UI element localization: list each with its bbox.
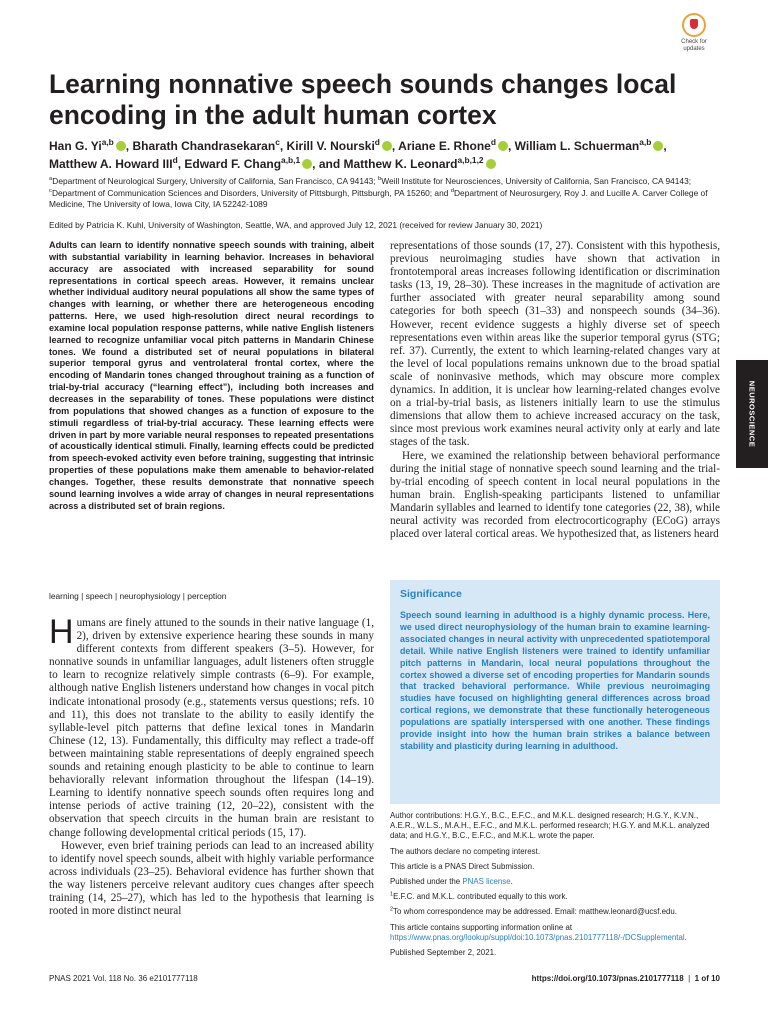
license-link[interactable]: PNAS license [462, 877, 511, 887]
intro-paragraph-4: Here, we examined the relationship between behavioral performance during the initial stage of nonnative speech sound learning and the trial-by-trial encoding of speech content in local neural populations in the human brain. English-speaking participants listened to unfamiliar Mandarin syllables and learned to identify tone categories (22, 38), while neural activity was recorded from electrocorticography (ECoG) arrays placed over lateral cortical areas. We hypothesized that, as listeners heard [390, 449, 720, 541]
correspondence-note: $^2$To whom correspondence may be addressed. Email: matthew.leonard@ucsf.edu. [390, 906, 677, 917]
author-name: Han G. Yi [49, 139, 102, 153]
author-name: and Matthew K. Leonard [318, 157, 458, 171]
orcid-icon[interactable] [302, 159, 312, 169]
introduction-right-column [390, 240, 720, 541]
page-number: 1 of 10 [694, 974, 720, 983]
footer-doi: https://doi.org/10.1073/pnas.2101777118 | 1 of 10 [531, 974, 720, 983]
intro-paragraph-1: Humans are finely attuned to the sounds in their native language (1, 2), driven by extensive experience hearing these sounds in many different contexts from different speakers (3–5). However, for nonnative sounds in unfamiliar languages, adult listeners often struggle to learn to recognize relatively simple contrasts (6–9). For example, although native English listeners understand how changes in vocal pitch indicate intonational prosody (e.g., statements versus questions; refs. 10 and 11), this does not translate to the ability to easily identify the syllable-level pitch patterns that define lexical tones in Mandarin Chinese (12, 13). Fundamentally, this difficulty may reflect a trade-off between maintaining stable representations of deeply engrained speech sounds and retaining enough plasticity to be able to continue to learn behaviorally relevant information throughout the lifespan (14–19). Learning to identify nonnative speech sounds often requires long and intense periods of active training (12, 20–22), consistent with the observation that speech circuits in the human brain are resistant to change following developmental critical periods (15, 17). [49, 613, 374, 839]
significance-heading: Significance [400, 588, 462, 600]
author-name: William L. Schuerman [514, 139, 640, 153]
keywords: learning | speech | neurophysiology | perception [49, 591, 227, 601]
orcid-icon[interactable] [382, 141, 392, 151]
doi-link[interactable]: https://doi.org/10.1073/pnas.2101777118 [531, 974, 684, 983]
author-name: Bharath Chandrasekaran [132, 139, 276, 153]
article-title: Learning nonnative speech sounds changes local encoding in the adult human cortex [49, 69, 677, 130]
orcid-icon[interactable] [116, 141, 126, 151]
intro-paragraph-3: representations of those sounds (17, 27). Consistent with this hypothesis, previous neuroimaging studies have shown that activation in frontotemporal areas increases following identification or discrimination tasks (13, 19, 28–30). These increases in the magnitude of activation are further associated with greater neural separability among sound categories for both speech (31–33) and nonspeech sounds (34–36). However, recent evidence suggests a highly diverse set of speech representations even within areas like the superior temporal gyrus (STG; ref. 37). Currently, the extent to which learning-related changes vary at the level of local populations remains unknown due to the broad spatial scale of noninvasive methods, which may obscure more complex dynamics. In addition, it is unclear how learning-related changes evolve on a trial-by-trial basis, as listeners initially learn to use the stimulus dimensions that allow them to achieve increased accuracy on the task, since most previous work examines neural activity only at early and late stages of the task. [390, 240, 720, 449]
affiliations: $^a$Department of Neurological Surgery, University of California, San Francisco, CA 94143; $^b$Weill Institute for Neurosciences, University of California, San Francisco, CA 94143; $^c$Department of Communication Sciences and Disorders, University of Pittsburgh, Pittsburgh, PA 15260; and $^d$Department of Neurosurgery, Roy J. and Lucille A. Carver College of Medicine, The University of Iowa, Iowa City, IA 52242-1089 [49, 176, 708, 209]
direct-submission: This article is a PNAS Direct Submission. [390, 861, 535, 871]
badge-line2: updates [683, 46, 705, 52]
intro-paragraph-2: However, even brief training periods can lead to an increased ability to identify novel speech sounds, albeit with highly variable performance across individuals (23–25). Behavioral evidence has further shown that the way listeners perceive relevant auditory cues changes after speech training (14, 25–27), which has led to the hypothesis that learning is rooted in more distinct neural [49, 839, 374, 918]
footer-citation: PNAS 2021 Vol. 118 No. 36 e2101777118 [49, 974, 198, 983]
author-name: Kirill V. Nourski [286, 139, 375, 153]
orcid-icon[interactable] [653, 141, 663, 151]
author-name: Matthew A. Howard III [49, 157, 173, 171]
abstract: Adults can learn to identify nonnative speech sounds with training, albeit with substantial variability in learning behavior. Increases in behavioral accuracy are associated with increased separability for sound representations in cortical speech areas. However, it remains unclear whether individual auditory neural populations all show the same types of changes with learning, or whether there are heterogeneous encoding patterns. Here, we used high-resolution direct neural recordings to examine local population response patterns, while native English listeners learned to recognize unfamiliar vocal pitch patterns in Mandarin Chinese tones. We found a distributed set of neural populations in bilateral superior temporal gyrus and ventrolateral frontal cortex, where the encoding of Mandarin tones changed throughout training as a function of trial-by-trial accuracy (“learning effect”), including both increases and decreases in the separability of tones. These populations were distinct from populations that showed changes as a function of exposure to the stimuli regardless of trial-by-trial accuracy. These learning effects were driven in part by more variable neural responses to repeated presentations of acoustically identical stimuli. Finally, learning effects could be predicted from speech-evoked activity even before training, suggesting that intrinsic properties of these populations make them amenable to behavior-related changes. Together, these results demonstrate that nonnative speech sound learning involves a wide array of changes in neural representations across a distributed set of brain regions. [49, 240, 374, 511]
author-list: Han G. Yi$^{a,b}$ , Bharath Chandrasekaran$^c$, Kirill V. Nourski$^d$ , Ariane E. Rhone$^d$ , William L. Schuerman$^{a,b}$ , Matthew A. Howard III$^d$, Edward F. Chang$^{a,b,1}$ , and Matthew K. Leonard$^{a,b,1,2}$ [49, 137, 667, 171]
published-date: Published September 2, 2021. [390, 948, 497, 958]
author-name: Edward F. Chang [184, 157, 282, 171]
equal-contribution-note: $^1$E.F.C. and M.K.L. contributed equally to this work. [390, 891, 568, 902]
article-notes [390, 811, 720, 963]
orcid-icon[interactable] [498, 141, 508, 151]
drop-cap: H [49, 613, 74, 651]
crossmark-icon [682, 13, 706, 37]
author-contributions: Author contributions: H.G.Y., B.C., E.F.C., and M.K.L. designed research; H.G.Y., K.V.N., A.E.R., W.L.S., M.A.H., E.F.C., and M.K.L. performed research; H.G.Y. and M.K.L. analyzed data; and H.G.Y., B.C., E.F.C., and M.K.L. wrote the paper. [390, 811, 710, 841]
orcid-icon[interactable] [486, 159, 496, 169]
edited-by-line: Edited by Patricia K. Kuhl, University of Washington, Seattle, WA, and approved July 12, 2021 (received for review January 30, 2021) [49, 220, 543, 230]
introduction-left-column [49, 613, 374, 918]
section-side-tab: NEUROSCIENCE [736, 360, 768, 468]
check-for-updates-badge[interactable] [673, 13, 715, 55]
badge-line1: Check for [681, 39, 707, 45]
supplemental-link[interactable]: https://www.pnas.org/lookup/suppl/doi:10.1073/pnas.2101777118/-/DCSupplemental [390, 932, 685, 942]
license-note: Published under the PNAS license. [390, 877, 513, 887]
author-name: Ariane E. Rhone [398, 139, 491, 153]
supporting-info-note: This article contains supporting information online at https://www.pnas.org/lookup/suppl/doi:10.1073/pnas.2101777118/-/DCSupplemental. [390, 922, 687, 942]
competing-interest: The authors declare no competing interest. [390, 846, 541, 856]
significance-text: Speech sound learning in adulthood is a highly dynamic process. Here, we used direct neurophysiology of the human brain to examine learning-associated changes in neural activity with unprecedented spatiotemporal detail. While native English listeners were trained to identify unfamiliar pitch patterns in Mandarin, local neural populations throughout the cortex showed a diverse set of encoding properties for Mandarin sounds that tracked behavioral performance. While previous neuroimaging studies have focused on highlighting general differences across broad cortical regions, we demonstrate that these functionally heterogeneous populations are spatially interspersed with one another. These findings provide insight into how the human brain strikes a balance between stability and plasticity during learning in adulthood. [400, 610, 710, 751]
significance-box [390, 580, 720, 804]
